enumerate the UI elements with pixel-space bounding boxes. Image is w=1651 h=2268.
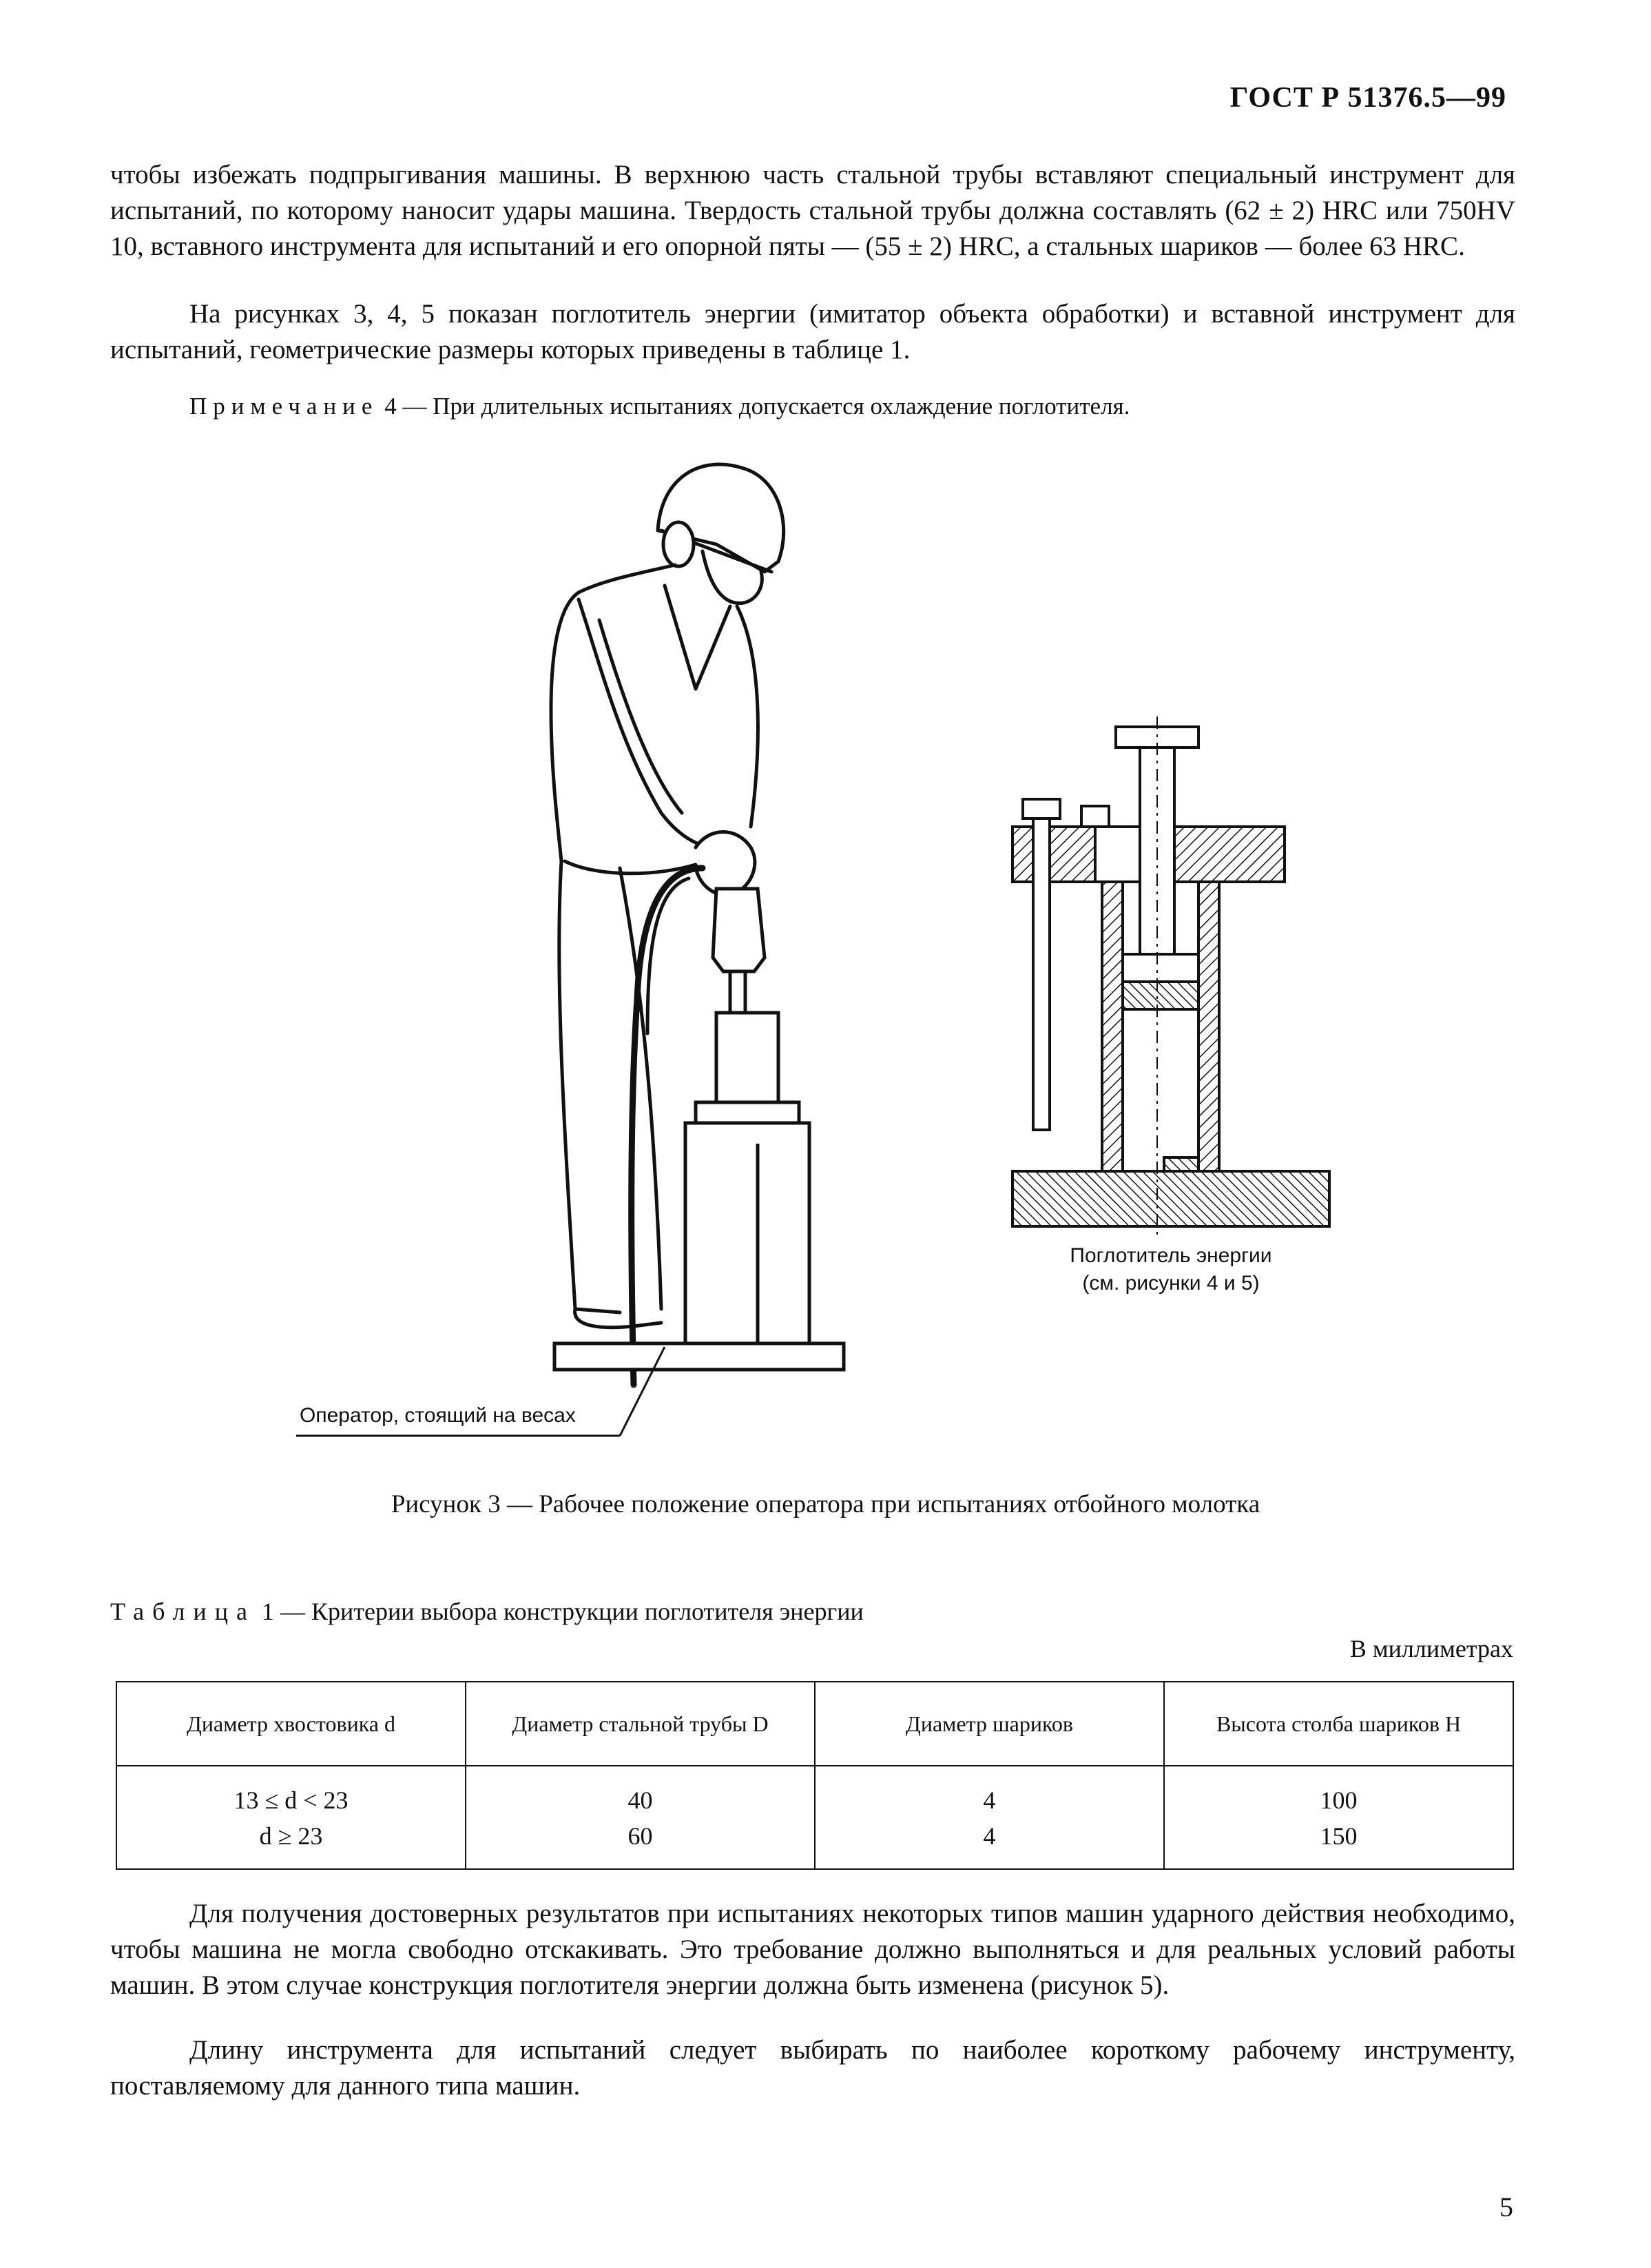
table-cell: 40 bbox=[466, 1766, 815, 1818]
figure-caption: Рисунок 3 — Рабочее положение оператора при испытаниях отбойного молотка bbox=[391, 1490, 1260, 1518]
table-row bbox=[116, 1818, 1513, 1869]
header-ball-diameter: Диаметр шариков bbox=[815, 1682, 1164, 1766]
table-cell: 100 bbox=[1164, 1766, 1513, 1818]
table-cell: 4 bbox=[815, 1766, 1164, 1818]
table-cell: d ≥ 23 bbox=[116, 1818, 466, 1869]
paragraph-3: Для получения достоверных результатов при испытаниях некоторых типов машин ударного действия необходимо, чтобы машина не могла свободно отскакивать. Это требование должно выполняться и для реальных условий работы машин. В этом случае конструкция поглотителя энергии должна быть изменена (рисунок 5). bbox=[110, 1899, 1515, 2000]
table-cell: 13 ≤ d < 23 bbox=[116, 1766, 466, 1818]
table-title-text: 1 — Критерии выбора конструкции поглотителя энергии bbox=[261, 1598, 864, 1625]
table-cell: 150 bbox=[1164, 1818, 1513, 1869]
breaker-hammer bbox=[713, 889, 765, 1013]
table-title bbox=[110, 1597, 864, 1626]
table-cell: 4 bbox=[815, 1818, 1164, 1869]
operator-label: Оператор, стоящий на весах bbox=[300, 1404, 576, 1427]
paragraph-1: чтобы избежать подпрыгивания машины. В верхнюю часть стальной трубы вставляют специальный инструмент для испытаний, по которому наносит удары машина. Твердость стальной трубы должна составлять (62 ± 2) HRC или 750HV 10, вставного инструмента для испытаний и его опорной пяты — (55 ± 2) HRC, а стальных шариков — более 63 HRC. bbox=[110, 160, 1515, 261]
absorber-label bbox=[1033, 1242, 1309, 1297]
table-header-row bbox=[116, 1682, 1513, 1766]
paragraph-4: Длину инструмента для испытаний следует выбирать по наиболее короткому рабочему инструменту, поставляемому для данного типа машин. bbox=[110, 2035, 1515, 2101]
table-label: Таблица bbox=[110, 1598, 256, 1625]
document-code: ГОСТ Р 51376.5—99 bbox=[1229, 82, 1506, 114]
table-cell: 60 bbox=[466, 1818, 815, 1869]
absorber-label-line-1: Поглотитель энергии bbox=[1070, 1244, 1272, 1267]
criteria-table bbox=[116, 1681, 1514, 1870]
table-units: В миллиметрах bbox=[1349, 1635, 1513, 1662]
note-label: Примечание bbox=[189, 393, 379, 420]
absorber-stand bbox=[554, 1013, 844, 1370]
absorber-label-line-2: (см. рисунки 4 и 5) bbox=[1082, 1272, 1260, 1295]
note-text: 4 — При длительных испытаниях допускается охлаждение поглотителя. bbox=[384, 393, 1130, 420]
table-row bbox=[116, 1766, 1513, 1818]
header-shank-diameter: Диаметр хвостовика d bbox=[116, 1682, 466, 1766]
header-tube-diameter: Диаметр стальной трубы D bbox=[466, 1682, 815, 1766]
paragraph-2: На рисунках 3, 4, 5 показан поглотитель энергии (имитатор объекта обработки) и вставной инструмент для испытаний, геометрические размеры которых приведены в таблице 1. bbox=[110, 299, 1515, 364]
page-number: 5 bbox=[1499, 2192, 1513, 2223]
absorber-cross-section bbox=[1013, 717, 1329, 1240]
header-column-height: Высота столба шариков H bbox=[1164, 1682, 1513, 1766]
